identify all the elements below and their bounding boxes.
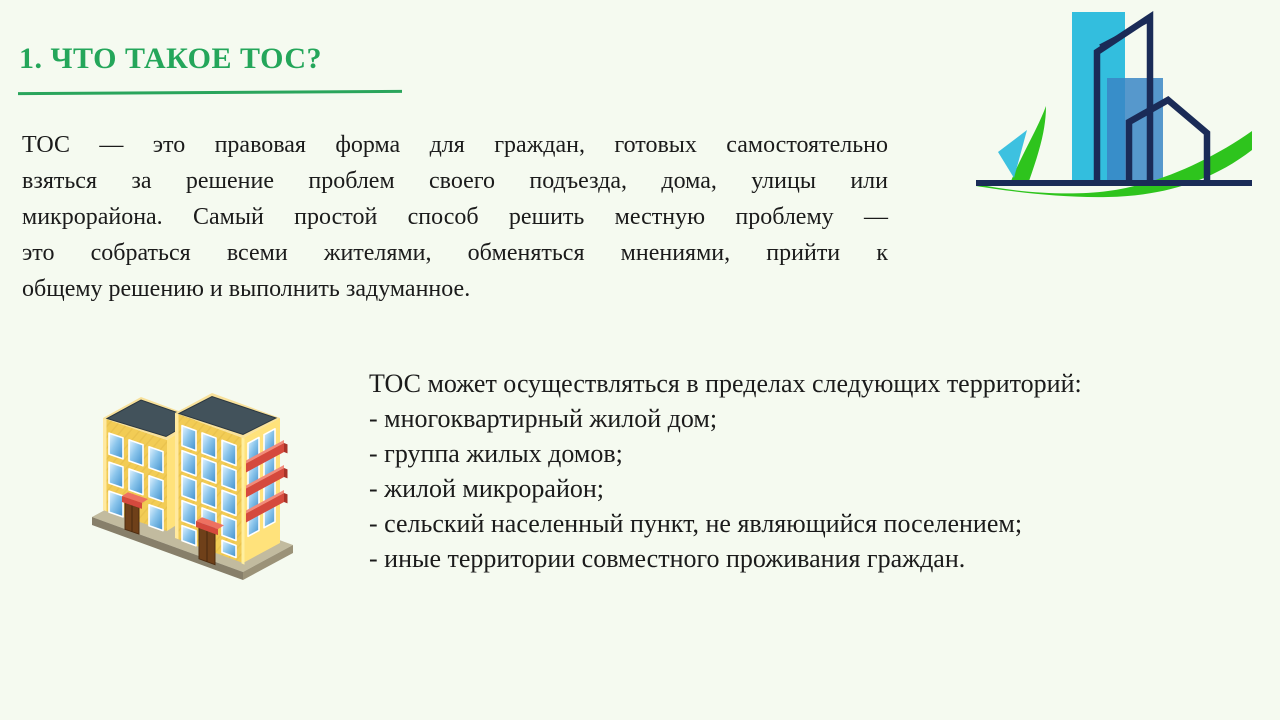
intro-line: микрорайона. Самый простой способ решить местную проблему — bbox=[22, 204, 888, 230]
territory-item: - группа жилых домов; bbox=[369, 439, 623, 468]
intro-line: взяться за решение проблем своего подъезда, дома, улицы или bbox=[22, 168, 888, 194]
building-right-block bbox=[175, 393, 288, 565]
territories-section bbox=[369, 366, 1169, 576]
territory-item: - сельский населенный пункт, не являющийся поселением; bbox=[369, 509, 1023, 538]
territories-header: ТОС может осуществляться в пределах следующих территорий: bbox=[369, 369, 1082, 398]
intro-line: ТОС — это правовая форма для граждан, готовых самостоятельно bbox=[22, 132, 888, 158]
page-title: 1. ЧТО ТАКОЕ ТОС? bbox=[19, 42, 322, 75]
territory-item: - жилой микрорайон; bbox=[369, 474, 605, 503]
intro-line: общему решению и выполнить задуманное. bbox=[22, 276, 471, 302]
title-underline bbox=[18, 90, 402, 95]
logo-blue-tower bbox=[1107, 78, 1163, 184]
city-logo-illustration bbox=[960, 0, 1280, 210]
territory-item: - иные территории совместного проживания граждан. bbox=[369, 544, 966, 573]
apartment-building-icon bbox=[80, 370, 320, 600]
intro-line: это собраться всеми жителями, обменяться мнениями, прийти к bbox=[22, 240, 888, 266]
logo-leaf-icon bbox=[998, 106, 1046, 181]
intro-paragraph bbox=[22, 127, 888, 307]
city-skyline-growth-icon bbox=[960, 0, 1280, 210]
territory-item: - многоквартирный жилой дом; bbox=[369, 404, 718, 433]
apartment-building-illustration bbox=[80, 370, 320, 600]
